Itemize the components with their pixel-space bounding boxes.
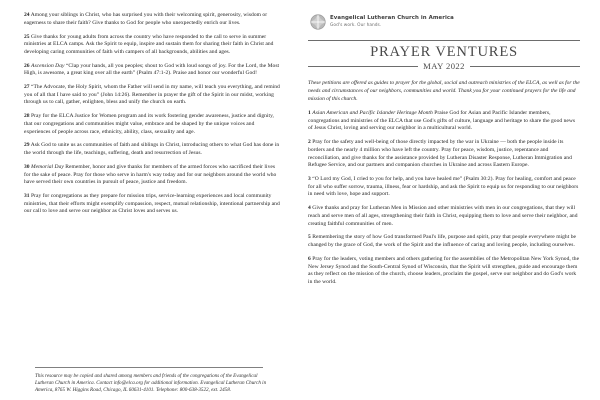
footer-divider xyxy=(35,367,263,368)
page-subtitle: MAY 2022 xyxy=(423,61,465,72)
left-column-entries xyxy=(24,12,282,222)
prayer-entry-text: Praise God for Asian and Pacific Islander members, congregations and ministries of the ELCA that use God's gifts of culture, language and heritage to share the good news of Jesus Christ, loving and serving our neighbor in a multicultural world. xyxy=(308,110,576,132)
prayer-entry-number: 26 xyxy=(24,62,30,69)
prayer-entry-text: Pray for the ELCA Justice for Women program and its work fostering gender awareness, justice and dignity, that our congregations and communities might value, embrace and be shaped by the unique voices and experiences of people across race, ethnicity, ability, class, sexuality and age. xyxy=(24,113,274,135)
right-column-entries xyxy=(308,110,580,286)
footer-block xyxy=(24,367,282,394)
prayer-entry-number: 30 xyxy=(24,163,30,170)
prayer-entry xyxy=(308,139,580,170)
prayer-entry-number: 31 xyxy=(24,193,30,200)
right-column xyxy=(296,6,580,394)
prayer-entry-number: 2 xyxy=(308,139,311,146)
prayer-entry-text: Remembering the story of how God transformed Paul's life, purpose and spirit, pray that people everywhere might be changed by the grace of God, the work of the Spirit and the influence of caring and loving people, including ourselves. xyxy=(308,234,577,249)
organization-name: Evangelical Lutheran Church in America xyxy=(330,15,454,22)
prayer-entry-number: 28 xyxy=(24,113,30,120)
left-column xyxy=(24,6,296,394)
prayer-entry xyxy=(24,142,282,157)
prayer-entry xyxy=(24,84,282,107)
prayer-entry-number: 24 xyxy=(24,12,30,18)
prayer-entry-text: Pray for the safety and well-being of those directly impacted by the war in Ukraine — both the people inside its borders and the nearly 4 million who have left the country. Pray for peace, wisdom, justice, repentance and reconciliation, and give thanks for the assistance provided by Lutheran Disaster Response, Lutheran Immigration and Refugee Service, and our partners and companion churches in Ukraine and across Eastern Europe. xyxy=(308,139,572,169)
prayer-entry-text: Remember, honor and give thanks for members of the armed forces who sacrificed their lives for the sake of peace. Pray for those who serve in harm's way today and for our neighbors around the world who have served their own countries in pursuit of peace, justice and freedom. xyxy=(24,163,277,186)
prayer-entry-number: 27 xyxy=(24,84,30,91)
prayer-entry-number: 4 xyxy=(308,205,311,212)
footer-text: This resource may be copied and shared among members and friends of the congregations of the Evangelical Lutheran Church in America. Contact info@elca.org for additional information. Evangelical Lutheran Church in America, 8765 W. Higgins Road, Chicago, IL 60631-4101. Telephone: 800-638-3522, ext. 2458. xyxy=(35,372,267,393)
prayer-entry xyxy=(24,164,282,187)
prayer-entry-text: “The Advocate, the Holy Spirit, whom the Father will send in my name, will teach you everything, and remind you of all that I have said to you” (John 14:26). Remember in prayer the gift of the Spirit in our midst, working through us to call, gather, enlighten, bless and unify the church on earth. xyxy=(24,84,280,106)
elca-cross-globe-logo-icon xyxy=(310,14,326,30)
title-top-divider xyxy=(308,40,580,41)
masthead xyxy=(308,14,580,30)
page-title: PRAYER VENTURES xyxy=(370,44,518,60)
prayer-entry xyxy=(24,63,282,78)
prayer-entry-text: “Clap your hands, all you peoples; shout to God with loud songs of joy. For the Lord, the Most High, is awesome, a great king over all the earth” (Psalm 47:1-2). Praise and honor our wonderful God! xyxy=(24,62,280,77)
prayer-entry-emphasis: Asian American and Pacific Islander Heritage Month xyxy=(312,110,433,117)
prayer-entry-number: 5 xyxy=(308,234,311,241)
masthead-text xyxy=(330,16,454,28)
organization-tagline: God's work. Our hands. xyxy=(330,22,382,28)
prayer-entry-emphasis: Ascension Day xyxy=(31,62,65,69)
intro-paragraph: These petitions are offered as guides to prayer for the global, social and outreach ministries of the ELCA, as well as for the needs and circumstances of our neighbors, communities and world. Thank you for your continued prayers for the life and mission of this church. xyxy=(308,80,580,102)
prayer-entry-text: Give thanks and pray for Lutheran Men in Mission and other ministries with men in our congregations, that they will reach and serve men of all ages, strengthening their faith in Christ, equipping them to love and serve their neighbor, and creating faithful communities of men. xyxy=(308,205,578,227)
prayer-entry-text: Pray for the leaders, voting members and others gathering for the assemblies of the Metropolitan New York Synod, the New Jersey Synod and the South-Central Synod of Wisconsin, that the Spirit will strengthen, guide and encourage them as they reflect on the mission of the church, choose leaders, proclaim the gospel, serve our neighbor and do God's work in the world. xyxy=(308,255,580,285)
prayer-entry-text: “O Lord my God, I cried to you for help, and you have healed me” (Psalm 30:2). Pray for healing, comfort and peace for all who suffer sorrow, trauma, illness, fear or hardship, and ask the Spirit to equip us for responding to our neighbors in need with love, hope and support. xyxy=(308,176,579,198)
prayer-entry-number: 29 xyxy=(24,142,30,149)
prayer-entry xyxy=(24,34,282,57)
prayer-entry-text: Pray for congregations as they prepare for mission trips, service-learning experiences and local community ministries, that their efforts might exemplify compassion, respect, mutual relationship, intentional partnership and our call to love and serve our neighbor as Christ loves and serves us. xyxy=(24,193,280,215)
prayer-entry-text: Give thanks for young adults from across the country who have responded to the call to serve in summer ministries at ELCA camps. Ask the Spirit to equip, inspire and sustain them for sharing their faith in Christ and developing caring communities of faith with campers of all backgrounds, abilities and ages. xyxy=(24,33,274,55)
prayer-entry xyxy=(24,113,282,136)
prayer-entry-number: 25 xyxy=(24,33,30,40)
prayer-entry xyxy=(308,176,580,199)
prayer-entry xyxy=(308,205,580,228)
prayer-entry xyxy=(24,193,282,216)
prayer-entry-number: 3 xyxy=(308,176,311,183)
column-spacer xyxy=(24,222,282,363)
prayer-entry xyxy=(24,12,282,27)
title-block xyxy=(308,40,580,71)
prayer-entry xyxy=(308,110,580,133)
subtitle-row xyxy=(308,61,580,71)
prayer-entry xyxy=(308,256,580,287)
prayer-entry-text: Among your siblings in Christ, who has surprised you with their welcoming spirit, generosity, wisdom or eagerness to share their faith? Give thanks to God for people who unexpectedly enrich our lives. xyxy=(24,12,268,26)
prayer-entry-number: 1 xyxy=(308,110,311,117)
subtitle-rule-right xyxy=(470,66,580,67)
prayer-entry-text: Ask God to unite us as communities of faith and siblings in Christ, introducing others to what God has done in the world through the life, teachings, suffering, death and resurrection of Jesus. xyxy=(24,142,280,157)
subtitle-rule-left xyxy=(308,66,418,67)
prayer-entry xyxy=(308,234,580,249)
prayer-entry-emphasis: Memorial Day xyxy=(31,163,64,170)
prayer-entry-number: 6 xyxy=(308,255,311,262)
